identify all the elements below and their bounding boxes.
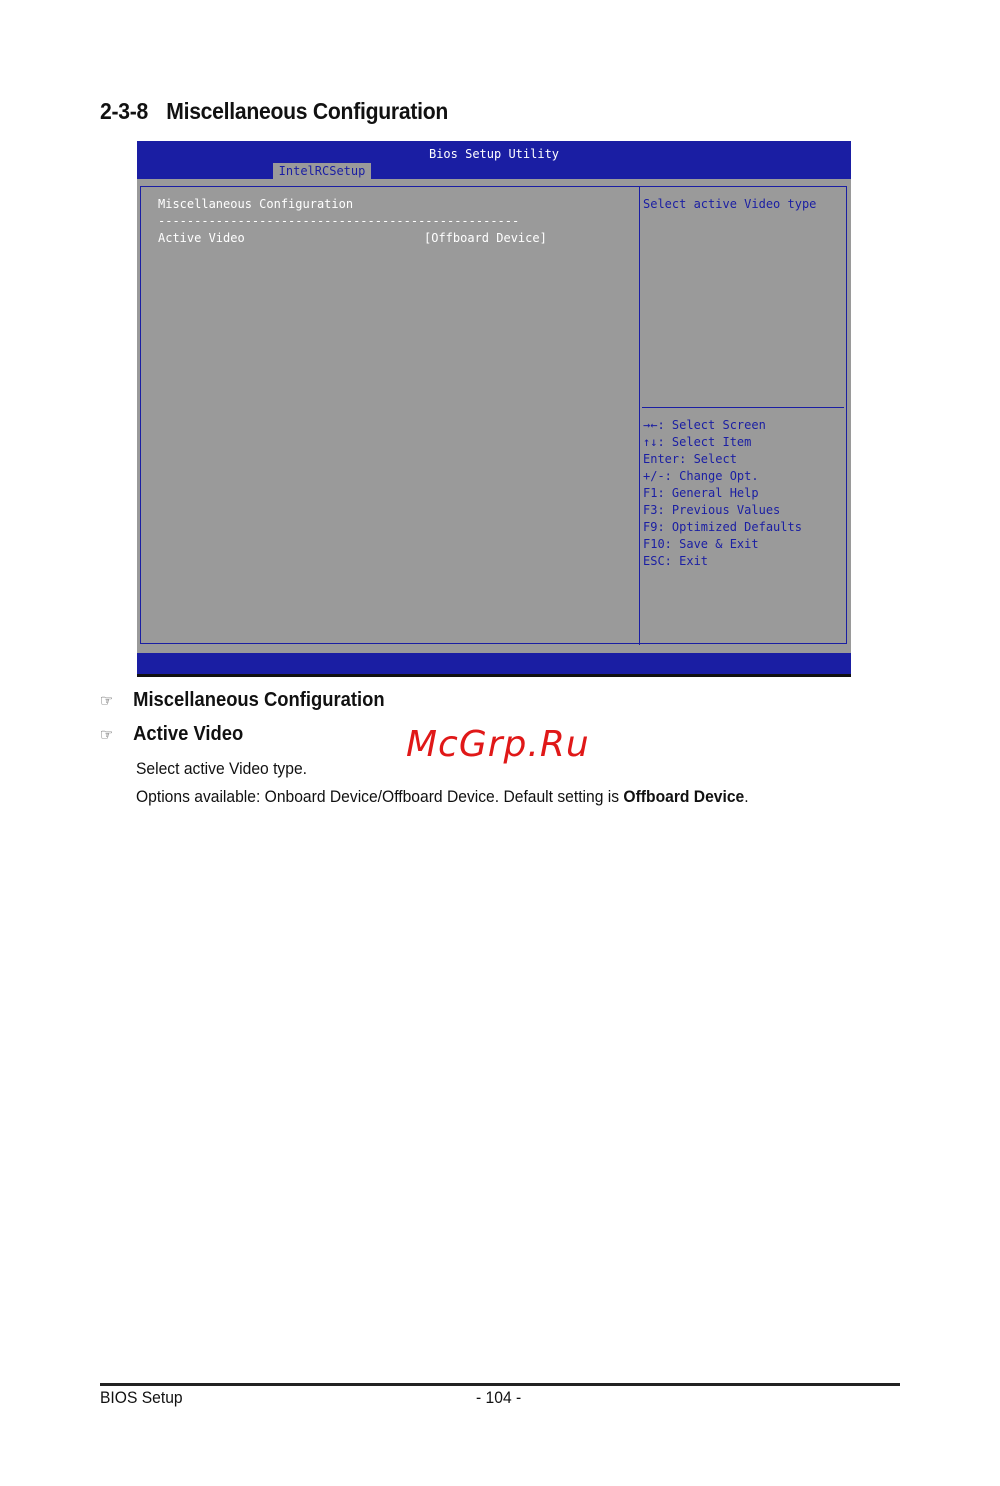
- key-previous-values: F3: Previous Values: [643, 503, 781, 517]
- key-select-item: ↑↓: Select Item: [643, 435, 752, 449]
- bios-menu-separator: --------------------------------------------------: [158, 214, 520, 228]
- section-title: Miscellaneous Configuration: [166, 98, 449, 124]
- bios-key-legend: [643, 417, 802, 570]
- key-esc-exit: ESC: Exit: [643, 554, 709, 568]
- key-select-screen: →←: Select Screen: [643, 418, 766, 432]
- key-general-help: F1: General Help: [643, 486, 759, 500]
- key-optimized-defaults: F9: Optimized Defaults: [643, 520, 802, 534]
- footer-page-number: - 104 -: [476, 1388, 522, 1407]
- default-setting: Offboard Device: [623, 787, 745, 806]
- bios-menu-title: Miscellaneous Configuration: [158, 197, 354, 211]
- bullet-title: Active Video: [133, 723, 244, 745]
- footer-section-name: BIOS Setup: [100, 1388, 183, 1407]
- tab-intelrcsetup[interactable]: IntelRCSetup: [273, 163, 371, 179]
- bios-screenshot: [137, 141, 851, 677]
- pointing-hand-icon: ☞: [100, 727, 114, 744]
- key-change-opt: +/-: Change Opt.: [643, 469, 759, 483]
- key-enter-select: Enter: Select: [643, 452, 737, 466]
- bios-help-divider: [642, 407, 844, 408]
- bios-help-text: Select active Video type: [643, 197, 817, 211]
- bullet-misc-config: [100, 689, 385, 712]
- bios-utility-title: Bios Setup Utility: [428, 147, 560, 161]
- footer-rule: [100, 1383, 900, 1386]
- active-video-label[interactable]: Active Video: [158, 231, 245, 245]
- bios-bottom-edge: [137, 674, 851, 677]
- description-line-1: Select active Video type.: [136, 759, 307, 778]
- bullet-title: Miscellaneous Configuration: [133, 689, 385, 711]
- key-save-exit: F10: Save & Exit: [643, 537, 759, 551]
- active-video-value[interactable]: [Offboard Device]: [424, 231, 547, 245]
- watermark: McGrp.Ru: [406, 724, 590, 765]
- description-line-2: [136, 787, 749, 807]
- sentence-end: .: [744, 787, 749, 806]
- section-heading: [100, 98, 448, 125]
- bios-footer-bar: [137, 653, 851, 674]
- bios-panel-divider: [639, 186, 640, 645]
- bullet-active-video: [100, 723, 243, 746]
- options-text: Options available: Onboard Device/Offboard Device. Default setting is: [136, 787, 624, 806]
- bios-main-frame: [140, 186, 847, 644]
- pointing-hand-icon: ☞: [100, 693, 114, 710]
- section-number: 2-3-8: [100, 98, 149, 124]
